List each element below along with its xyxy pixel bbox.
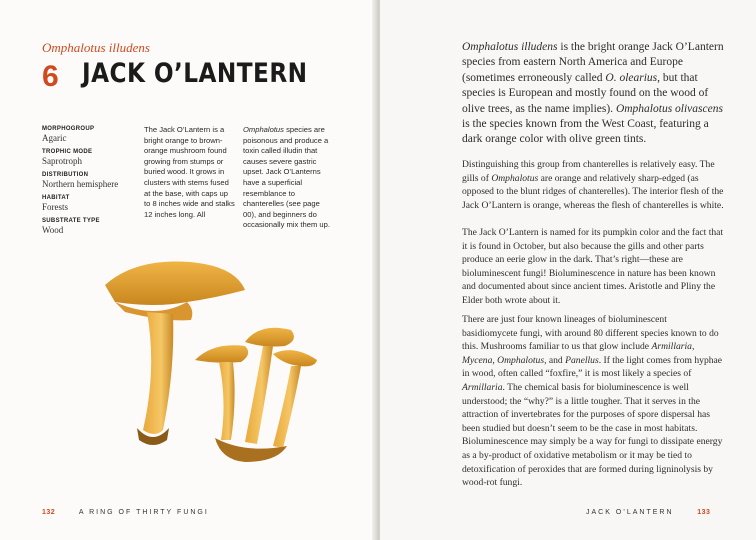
fact-label: HABITAT xyxy=(42,195,70,201)
text: , but that species is European and mostly found on the wood of olive trees, as the name implies). xyxy=(462,71,709,115)
fact-value: Forests xyxy=(42,202,69,212)
italic-term: Omphalotus xyxy=(491,172,539,184)
running-head: JACK O’LANTERN xyxy=(586,509,674,516)
text: is the bright orange Jack O’Lantern species from eastern North America and Europe (sometimes erroneously called xyxy=(462,41,724,84)
text: . The chemical basis for bioluminescence is well understood; the “why?” is a little tougher. That it serves in the attraction of invertebrates for the purposes of spore dispersal has been studied but doesn’t seem to be the case in most habitats. Bioluminescence may simply be a way for fungi to dissipate energy as a by-product of oxidative metabolism or it may be tied to detoxification of peroxides that are formed during ligninolysis by wood-rot fungi. xyxy=(462,381,723,489)
text: , and xyxy=(544,354,566,366)
fact-value: Saprotroph xyxy=(42,156,82,166)
text: . If the light comes from hyphae in wood, often called “foxfire,” it is most likely a species of xyxy=(462,354,723,380)
right-page xyxy=(380,0,756,540)
page-number: 133 xyxy=(697,509,711,516)
fact-value: Wood xyxy=(42,225,64,235)
text: are orange and relatively sharp-edged (as opposed to the blunt ridges of chanterelles). The interior flesh of the Jack O’Lantern is orange, whereas the flesh of chanterelles is white. xyxy=(462,172,724,211)
text: , xyxy=(691,341,695,353)
text: is the species known from the West Coast, featuring a dark orange color with olive green tints. xyxy=(462,118,709,146)
fact-value: Northern hemisphere xyxy=(42,179,119,189)
fact-value: Agaric xyxy=(42,133,67,143)
description-column-1: The Jack O’Lantern is a bright orange to brown-orange mushroom found growing from stumps or buried wood. It grows in clusters with stems fused at the base, with caps up to 8 inches wide and stalks 12 inches long. All xyxy=(144,125,235,219)
fact-list xyxy=(42,126,140,235)
description-text: species are poisonous and produce a toxin called illudin that causes severe gastric upset. Jack O’Lanterns have a superficial resemblance to chanterelles (see page 00), and beginners do occasionally mix them up. xyxy=(243,125,330,230)
genus-name: Omphalotus xyxy=(243,125,284,134)
footer xyxy=(42,509,209,516)
entry-number: 6 xyxy=(42,60,59,93)
italic-term: Panellus xyxy=(565,354,599,366)
italic-term: O. olearius xyxy=(605,71,658,84)
left-page xyxy=(0,0,376,540)
paragraph xyxy=(462,313,724,490)
italic-term: Omphalotus olivascens xyxy=(615,102,723,115)
text: There are just four known lineages of bioluminescent basidiomycete fungi, with around 80 different species known to do this. Mushrooms familiar to us that glow include xyxy=(462,314,719,353)
lead-paragraph xyxy=(462,40,724,148)
fact-label: TROPHIC MODE xyxy=(42,149,93,155)
paragraph xyxy=(462,158,724,212)
entry-title: JACK O’LANTERN xyxy=(82,58,308,89)
description-column-2 xyxy=(243,125,335,231)
text: Distinguishing this group from chanterelles is relatively easy. The gills of xyxy=(462,159,715,184)
italic-term: Omphalotus xyxy=(497,354,545,366)
text: , xyxy=(492,354,498,366)
footer xyxy=(586,509,710,516)
mushroom-illustration xyxy=(95,250,335,470)
fact-label: SUBSTRATE TYPE xyxy=(42,218,100,224)
species-latin-name: Omphalotus illudens xyxy=(42,40,150,55)
fact-label: MORPHOGROUP xyxy=(42,126,95,132)
fact-label: DISTRIBUTION xyxy=(42,172,89,178)
running-head: A RING OF THIRTY FUNGI xyxy=(78,509,209,516)
page-number: 132 xyxy=(42,509,56,516)
italic-term: Armillaria xyxy=(651,341,692,353)
paragraph: The Jack O’Lantern is named for its pumpkin color and the fact that it is found in October, but also because the gills and other parts produce an eerie glow in the dark. That’s right—these are bioluminescent fungi! Bioluminescence in nature has been known and documented about since ancient times. Aristotle and Pliny the Elder both wrote about it. xyxy=(462,227,724,306)
italic-term: Omphalotus illudens xyxy=(462,41,558,53)
italic-term: Mycena xyxy=(462,354,493,366)
italic-term: Armillaria xyxy=(462,381,503,393)
